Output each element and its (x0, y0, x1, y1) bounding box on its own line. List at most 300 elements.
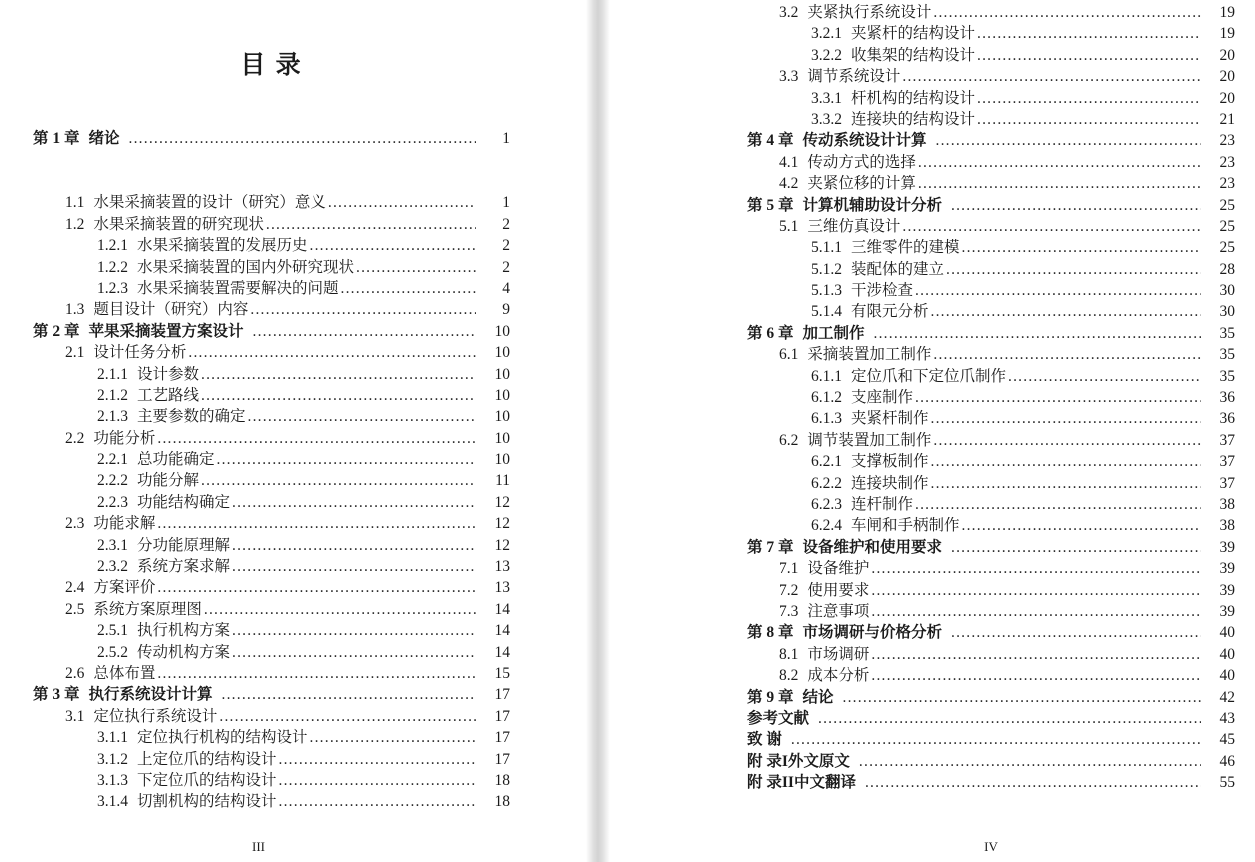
dot-leader (248, 406, 476, 427)
dot-leader (1008, 366, 1201, 387)
entry-number: 2.2.3 (97, 493, 128, 511)
toc-entry[interactable] (33, 342, 510, 363)
entry-title: 设备维护和使用要求 (802, 538, 943, 556)
toc-entry[interactable] (747, 387, 1235, 408)
toc-entry[interactable] (747, 173, 1235, 194)
entry-title: 计算机辅助设计分析 (802, 196, 943, 214)
toc-entry[interactable] (747, 195, 1235, 216)
entry-title: 系统方案求解 (137, 558, 231, 576)
entry-page-number: 23 (1219, 153, 1235, 171)
entry-title: 市场调研 (807, 645, 870, 663)
entry-number: 3.2 (779, 4, 799, 21)
toc-entry[interactable] (747, 88, 1235, 109)
entry-page-number: 18 (494, 793, 510, 811)
toc-entry[interactable] (747, 558, 1235, 579)
entry-title: 市场调研与价格分析 (802, 624, 943, 642)
entry-page-number: 14 (494, 622, 510, 640)
dot-leader (310, 235, 476, 256)
entry-title: 执行系统设计计算 (88, 686, 213, 704)
entry-number: 2.1.2 (97, 386, 128, 404)
toc-entry[interactable] (747, 66, 1235, 87)
page-right-content (747, 0, 1235, 793)
entry-number: 8.1 (779, 645, 799, 663)
entry-page-number: 35 (1219, 346, 1235, 364)
toc-entry[interactable] (33, 577, 510, 598)
toc-entry[interactable] (33, 385, 510, 406)
entry-page-number: 36 (1219, 389, 1235, 407)
entry-page-number: 30 (1219, 303, 1235, 321)
dot-leader (915, 494, 1201, 515)
entry-title: 功能分解 (137, 472, 200, 490)
toc-entry[interactable] (747, 580, 1235, 601)
entry-number: 第 2 章 (33, 322, 80, 340)
entry-title: 致 谢 (747, 731, 782, 749)
toc-entry[interactable] (747, 280, 1235, 301)
toc-entry[interactable] (33, 642, 510, 663)
toc-entry[interactable] (747, 130, 1235, 151)
toc-entry[interactable] (747, 473, 1235, 494)
dot-leader (232, 620, 476, 641)
dot-leader (129, 128, 476, 149)
toc-entry[interactable] (33, 663, 510, 684)
toc-entry[interactable] (33, 770, 510, 791)
dot-leader (918, 152, 1201, 173)
dot-leader (791, 729, 1201, 750)
entry-page-number: 40 (1219, 624, 1235, 642)
entry-page-number: 17 (494, 707, 510, 725)
toc-title: 目 录 (240, 52, 303, 79)
toc-entry[interactable] (747, 216, 1235, 237)
entry-number: 2.2.2 (97, 472, 128, 490)
dot-leader (232, 556, 476, 577)
entry-page-number: 2 (502, 258, 510, 276)
entry-page-number: 13 (494, 579, 510, 597)
entry-number: 5.1.2 (811, 260, 842, 278)
entry-title: 水果采摘装置的发展历史 (137, 237, 308, 255)
entry-number: 6.1.1 (811, 367, 842, 385)
entry-number: 3.3.1 (811, 89, 842, 107)
entry-number: 6.1 (779, 346, 799, 364)
toc-entry[interactable] (747, 152, 1235, 173)
dot-leader (201, 385, 476, 406)
entry-title: 支撑板制作 (851, 453, 929, 471)
entry-number: 第 3 章 (33, 686, 80, 704)
entry-page-number: 25 (1219, 217, 1235, 235)
toc-entry[interactable] (33, 257, 510, 278)
entry-title: 水果采摘装置的设计（研究）意义 (93, 194, 326, 212)
entry-title: 干涉检查 (851, 282, 914, 300)
entry-number: 6.2.2 (811, 474, 842, 492)
entry-number: 第 9 章 (747, 688, 794, 706)
entry-number: 2.1.3 (97, 408, 128, 426)
dot-leader (977, 88, 1201, 109)
dot-leader (328, 192, 476, 213)
dot-leader (232, 492, 476, 513)
dot-leader (871, 644, 1201, 665)
dot-leader (871, 665, 1201, 686)
entry-title: 设备维护 (807, 560, 870, 578)
dot-leader (915, 387, 1201, 408)
dot-leader (253, 321, 476, 342)
toc-entry[interactable] (33, 449, 510, 470)
toc-entry[interactable] (747, 344, 1235, 365)
entry-number: 6.2 (779, 431, 799, 449)
entry-title: 传动系统设计计算 (802, 132, 927, 150)
dot-leader (874, 323, 1201, 344)
entry-title: 收集架的结构设计 (851, 46, 976, 64)
entry-number: 2.5.1 (97, 622, 128, 640)
dot-leader (843, 687, 1201, 708)
entry-page-number: 12 (494, 536, 510, 554)
dot-leader (871, 580, 1201, 601)
entry-page-number: 12 (494, 493, 510, 511)
entry-page-number: 15 (494, 664, 510, 682)
entry-number: 3.1.3 (97, 771, 128, 789)
dot-leader (902, 216, 1201, 237)
toc-entry[interactable] (33, 749, 510, 770)
toc-entry[interactable] (747, 601, 1235, 622)
toc-entry[interactable] (33, 513, 510, 534)
toc-entry[interactable] (747, 408, 1235, 429)
dot-leader (232, 535, 476, 556)
entry-number: 5.1.3 (811, 282, 842, 300)
entry-number: 2.5.2 (97, 643, 128, 661)
dot-leader (871, 558, 1201, 579)
dot-leader (936, 130, 1201, 151)
toc-entry[interactable] (33, 535, 510, 556)
entry-number: 3.1.2 (97, 750, 128, 768)
toc-entry[interactable] (747, 772, 1235, 793)
toc-entry[interactable] (33, 278, 510, 299)
entry-title: 三维仿真设计 (807, 217, 901, 235)
dot-leader (977, 45, 1201, 66)
entry-number: 2.4 (65, 579, 85, 597)
dot-leader (951, 622, 1201, 643)
entry-number: 1.2.3 (97, 279, 128, 297)
toc-entry[interactable] (747, 366, 1235, 387)
entry-title: 加工制作 (802, 324, 865, 342)
entry-number: 3.2.1 (811, 25, 842, 43)
dot-leader (310, 727, 476, 748)
entry-title: 结论 (802, 688, 834, 706)
entry-page-number: 19 (1219, 25, 1235, 43)
entry-title: 采摘装置加工制作 (807, 346, 932, 364)
toc-entry[interactable] (33, 706, 510, 727)
entry-page-number: 10 (494, 451, 510, 469)
dot-leader (962, 515, 1201, 536)
entry-number: 2.5 (65, 600, 85, 618)
entry-page-number: 10 (494, 386, 510, 404)
toc-entry[interactable] (747, 687, 1235, 708)
entry-title: 水果采摘装置需要解决的问题 (137, 279, 339, 297)
entry-page-number: 19 (1219, 4, 1235, 21)
entry-page-number: 17 (494, 750, 510, 768)
entry-page-number: 40 (1219, 667, 1235, 685)
toc-entry[interactable] (33, 192, 510, 213)
entry-title: 定位执行系统设计 (93, 707, 218, 725)
entry-page-number: 14 (494, 643, 510, 661)
entry-page-number: 4 (502, 279, 510, 297)
entry-page-number: 38 (1219, 495, 1235, 513)
dot-leader (933, 430, 1201, 451)
entry-page-number: 30 (1219, 282, 1235, 300)
dot-leader (859, 751, 1201, 772)
entry-page-number: 17 (494, 686, 510, 704)
toc-entry[interactable] (33, 470, 510, 491)
toc-entry[interactable] (747, 323, 1235, 344)
entry-number: 2.1 (65, 344, 85, 362)
entry-title: 车闸和手柄制作 (851, 517, 960, 535)
toc-entry[interactable] (33, 599, 510, 620)
toc-entry[interactable] (747, 259, 1235, 280)
entry-page-number: 25 (1219, 196, 1235, 214)
toc-entry[interactable] (747, 451, 1235, 472)
dot-leader (356, 257, 476, 278)
entry-page-number: 35 (1219, 367, 1235, 385)
toc-entry[interactable] (33, 791, 510, 812)
entry-title: 注意事项 (807, 602, 870, 620)
entry-title: 绪论 (88, 130, 120, 147)
entry-title: 三维零件的建模 (851, 239, 960, 257)
toc-entry[interactable] (33, 128, 510, 149)
entry-page-number: 9 (502, 301, 510, 319)
dot-leader (931, 473, 1201, 494)
toc-entry[interactable] (33, 492, 510, 513)
entry-number: 6.2.3 (811, 495, 842, 513)
entry-number: 第 4 章 (747, 132, 794, 150)
toc-entry[interactable] (747, 109, 1235, 130)
entry-page-number: 39 (1219, 602, 1235, 620)
entry-title: 功能求解 (93, 515, 156, 533)
entry-page-number: 20 (1219, 68, 1235, 86)
dot-leader (250, 299, 476, 320)
entry-page-number: 40 (1219, 645, 1235, 663)
dot-leader (266, 214, 476, 235)
entry-page-number: 35 (1219, 324, 1235, 342)
dot-leader (933, 2, 1201, 23)
toc-entry[interactable] (747, 301, 1235, 322)
entry-number: 第 8 章 (747, 624, 794, 642)
entry-number: 2.3.1 (97, 536, 128, 554)
entry-page-number: 46 (1219, 752, 1235, 770)
entry-number: 3.3 (779, 68, 799, 86)
dot-leader (977, 23, 1201, 44)
entry-page-number: 10 (494, 322, 510, 340)
dot-leader (931, 408, 1201, 429)
toc-entry[interactable] (33, 321, 510, 342)
entry-number: 3.2.2 (811, 46, 842, 64)
entry-page-number: 42 (1219, 688, 1235, 706)
toc-entries-left (33, 128, 510, 813)
entry-number: 4.1 (779, 153, 799, 171)
entry-number: 4.2 (779, 175, 799, 193)
entry-number: 2.2 (65, 429, 85, 447)
entry-page-number: 39 (1219, 581, 1235, 599)
entry-page-number: 23 (1219, 175, 1235, 193)
entry-number: 3.3.2 (811, 110, 842, 128)
entry-number: 1.1 (65, 194, 85, 212)
entry-number: 1.2 (65, 215, 85, 233)
toc-entry[interactable] (747, 665, 1235, 686)
entry-page-number: 11 (495, 472, 510, 490)
entry-number: 6.2.4 (811, 517, 842, 535)
entry-page-number: 37 (1219, 431, 1235, 449)
entry-page-number: 10 (494, 344, 510, 362)
toc-entry[interactable] (747, 622, 1235, 643)
entry-title: 夹紧位移的计算 (807, 175, 916, 193)
page-left (0, 0, 586, 862)
entry-title: 切割机构的结构设计 (137, 793, 277, 811)
toc-entry[interactable] (33, 727, 510, 748)
dot-leader (915, 280, 1201, 301)
dot-leader (279, 791, 476, 812)
entry-page-number: 37 (1219, 474, 1235, 492)
page-left-content (33, 50, 510, 813)
entry-page-number: 23 (1219, 132, 1235, 150)
toc-entry[interactable] (33, 556, 510, 577)
toc-entry[interactable] (33, 214, 510, 235)
toc-entry[interactable] (747, 494, 1235, 515)
toc-entry[interactable] (33, 299, 510, 320)
toc-entry[interactable] (747, 237, 1235, 258)
entry-page-number: 1 (502, 130, 510, 147)
entry-title: 水果采摘装置的国内外研究现状 (137, 258, 355, 276)
toc-entry[interactable] (747, 430, 1235, 451)
entry-page-number: 13 (494, 558, 510, 576)
entry-number: 2.3.2 (97, 558, 128, 576)
entry-title: 使用要求 (807, 581, 870, 599)
entry-page-number: 38 (1219, 517, 1235, 535)
entry-number: 1.3 (65, 301, 85, 319)
dot-leader (204, 599, 476, 620)
toc-entry[interactable] (747, 2, 1235, 23)
toc-entry[interactable] (33, 684, 510, 705)
entry-number: 第 5 章 (747, 196, 794, 214)
dot-leader (902, 66, 1201, 87)
entry-page-number: 55 (1219, 774, 1235, 792)
entry-title: 支座制作 (851, 389, 914, 407)
entry-title: 系统方案原理图 (93, 600, 202, 618)
entry-title: 苹果采摘装置方案设计 (88, 322, 244, 340)
dot-leader (157, 577, 476, 598)
entry-title: 定位执行机构的结构设计 (137, 729, 308, 747)
entry-title: 调节系统设计 (807, 68, 901, 86)
toc-entry[interactable] (747, 729, 1235, 750)
toc-entry[interactable] (747, 537, 1235, 558)
entry-page-number: 10 (494, 365, 510, 383)
entry-title: 工艺路线 (137, 386, 200, 404)
entry-title: 总功能确定 (137, 451, 215, 469)
dot-leader (279, 770, 476, 791)
entry-number: 5.1.4 (811, 303, 842, 321)
entry-title: 传动机构方案 (137, 643, 231, 661)
entry-number: 第 6 章 (747, 324, 794, 342)
toc-entries-right (747, 2, 1235, 793)
entry-page-number: 39 (1219, 538, 1235, 556)
entry-number: 2.3 (65, 515, 85, 533)
entry-number: 1.2.1 (97, 237, 128, 255)
entry-title: 连接块制作 (851, 474, 929, 492)
entry-page-number: 20 (1219, 89, 1235, 107)
toc-entry[interactable] (747, 515, 1235, 536)
entry-page-number: 43 (1219, 709, 1235, 727)
entry-page-number: 45 (1219, 731, 1235, 749)
dot-leader (188, 342, 476, 363)
toc-entry[interactable] (747, 708, 1235, 729)
entry-number: 第 7 章 (747, 538, 794, 556)
entry-number: 6.1.3 (811, 410, 842, 428)
entry-page-number: 10 (494, 408, 510, 426)
entry-title: 成本分析 (807, 667, 870, 685)
dot-leader (157, 513, 476, 534)
entry-page-number: 14 (494, 600, 510, 618)
entry-number: 2.1.1 (97, 365, 128, 383)
entry-title: 定位爪和下定位爪制作 (851, 367, 1007, 385)
entry-title: 总体布置 (93, 664, 156, 682)
dot-leader (217, 449, 476, 470)
entry-page-number: 25 (1219, 239, 1235, 257)
toc-entry[interactable] (33, 406, 510, 427)
entry-title: 夹紧杆制作 (851, 410, 929, 428)
toc-entry[interactable] (747, 45, 1235, 66)
toc-entry[interactable] (747, 644, 1235, 665)
entry-number: 5.1 (779, 217, 799, 235)
dot-leader (931, 451, 1201, 472)
entry-title: 设计任务分析 (93, 344, 187, 362)
entry-title: 功能结构确定 (137, 493, 231, 511)
entry-page-number: 2 (502, 215, 510, 233)
dot-leader (865, 772, 1201, 793)
entry-number: 3.1 (65, 707, 85, 725)
toc-entry[interactable] (747, 23, 1235, 44)
dot-leader (931, 301, 1201, 322)
page-number-left: III (252, 839, 265, 854)
entry-page-number: 2 (502, 237, 510, 255)
dot-leader (951, 537, 1201, 558)
entry-number: 2.2.1 (97, 451, 128, 469)
toc-entry[interactable] (33, 620, 510, 641)
page-gap-divider (586, 0, 610, 862)
dot-leader (201, 470, 476, 491)
entry-page-number: 17 (494, 729, 510, 747)
entry-title: 杆机构的结构设计 (851, 89, 976, 107)
entry-title: 题目设计（研究）内容 (93, 301, 249, 319)
entry-page-number: 18 (494, 771, 510, 789)
entry-title: 设计参数 (137, 365, 200, 383)
entry-title: 上定位爪的结构设计 (137, 750, 277, 768)
entry-number: 6.2.1 (811, 453, 842, 471)
dot-leader (201, 364, 476, 385)
entry-page-number: 21 (1219, 110, 1235, 128)
entry-page-number: 20 (1219, 46, 1235, 64)
dot-leader (871, 601, 1201, 622)
dot-leader (222, 684, 476, 705)
entry-number: 3.1.4 (97, 793, 128, 811)
entry-page-number: 28 (1219, 260, 1235, 278)
entry-title: 下定位爪的结构设计 (137, 771, 277, 789)
dot-leader (341, 278, 476, 299)
entry-title: 有限元分析 (851, 303, 929, 321)
entry-number: 5.1.1 (811, 239, 842, 257)
entry-number: 1.2.2 (97, 258, 128, 276)
toc-entry[interactable] (33, 364, 510, 385)
entry-title: 连接块的结构设计 (851, 110, 976, 128)
entry-number: 2.6 (65, 664, 85, 682)
entry-page-number: 1 (502, 194, 510, 212)
toc-entry[interactable] (747, 751, 1235, 772)
toc-entry[interactable] (33, 235, 510, 256)
toc-entry[interactable] (33, 428, 510, 449)
